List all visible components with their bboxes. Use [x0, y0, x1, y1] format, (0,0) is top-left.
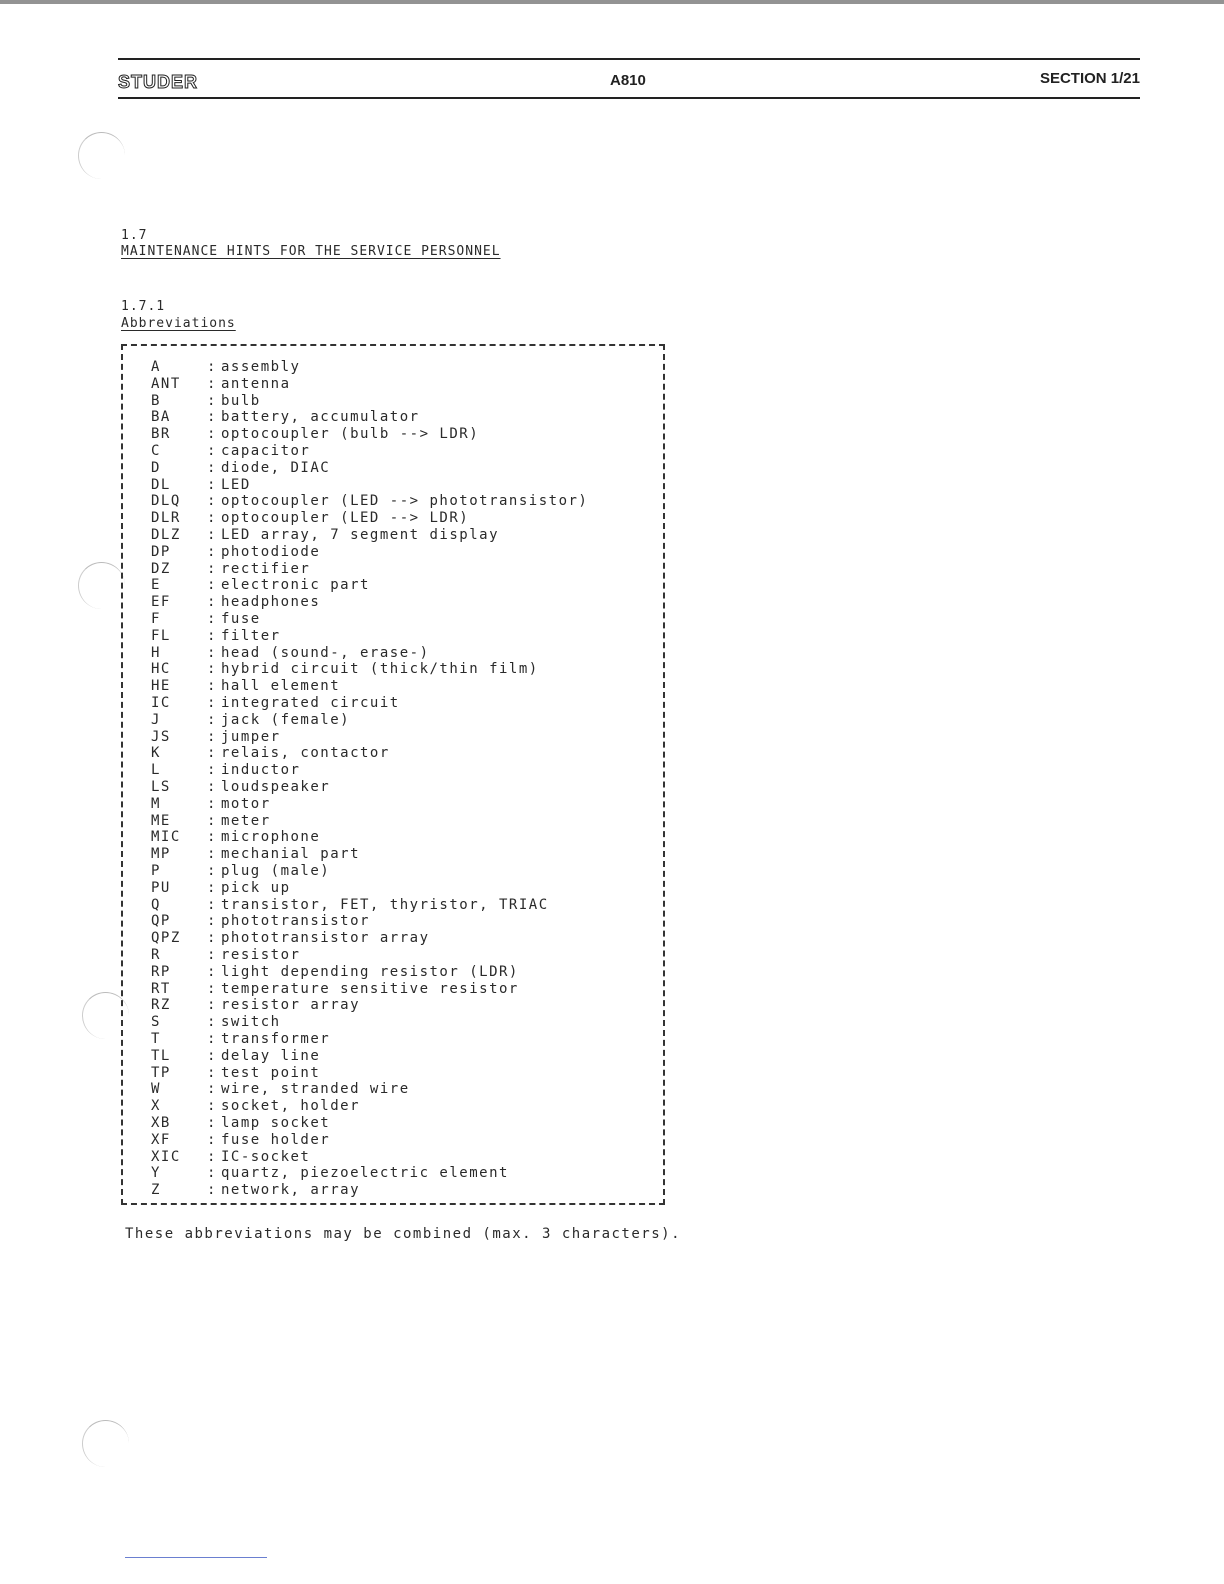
abbreviation-code: Z — [151, 1182, 161, 1199]
subsection-number: 1.7.1 — [121, 299, 166, 314]
abbreviation-separator: : — [207, 560, 217, 577]
abbreviation-description: hybrid circuit (thick/thin film) — [221, 661, 539, 678]
abbreviation-separator: : — [207, 745, 217, 762]
abbreviation-code: QPZ — [151, 930, 181, 947]
abbreviation-description: battery, accumulator — [221, 409, 420, 426]
abbreviation-separator: : — [207, 1031, 217, 1047]
abbreviation-description: optocoupler (bulb --> LDR) — [221, 426, 480, 443]
abbreviation-description: resistor — [221, 947, 301, 963]
abbreviation-code: IC — [151, 695, 171, 711]
abbreviation-separator: : — [207, 359, 217, 375]
abbreviation-separator: : — [207, 1081, 217, 1098]
abbreviation-separator: : — [207, 510, 217, 527]
abbreviation-code: TL — [151, 1047, 171, 1064]
abbreviation-description: microphone — [221, 829, 321, 846]
abbreviation-code: A — [151, 359, 161, 375]
abbreviation-code: P — [151, 863, 161, 879]
abbreviation-separator: : — [207, 997, 217, 1014]
abbreviation-separator: : — [207, 443, 217, 459]
abbreviation-code: DLZ — [151, 527, 181, 543]
abbreviation-separator: : — [207, 829, 217, 846]
abbreviation-separator: : — [207, 913, 217, 930]
abbreviation-code: RP — [151, 963, 171, 980]
abbreviation-description: temperature sensitive resistor — [221, 980, 519, 997]
header-model: A810 — [610, 72, 646, 89]
abbreviation-code: QP — [151, 913, 171, 930]
abbreviation-code: XB — [151, 1115, 171, 1131]
abbreviation-separator: : — [207, 375, 217, 392]
abbreviation-separator: : — [207, 812, 217, 829]
abbreviation-code: H — [151, 644, 161, 661]
abbreviation-separator: : — [207, 1148, 217, 1165]
abbreviation-description: socket, holder — [221, 1098, 361, 1115]
abbreviation-description: photodiode — [221, 543, 321, 560]
abbreviation-separator: : — [207, 493, 217, 510]
section-number: 1.7 — [121, 228, 148, 243]
abbreviation-description: optocoupler (LED --> phototransistor) — [221, 493, 589, 510]
abbreviation-description: pick up — [221, 879, 291, 896]
abbreviation-code: DLQ — [151, 493, 181, 510]
abbreviation-code: DP — [151, 543, 171, 560]
abbreviation-description: fuse holder — [221, 1131, 331, 1148]
abbreviation-code: S — [151, 1014, 161, 1031]
abbreviation-description: meter — [221, 812, 271, 829]
abbreviation-code: HC — [151, 661, 171, 678]
abbreviation-code: LS — [151, 779, 171, 795]
abbreviation-code: MIC — [151, 829, 181, 846]
abbreviation-code: EF — [151, 594, 171, 611]
abbreviation-description: jack (female) — [221, 711, 351, 728]
abbreviation-code: JS — [151, 728, 171, 745]
abbreviation-description: rectifier — [221, 560, 311, 577]
abbreviation-separator: : — [207, 947, 217, 963]
abbreviation-description: light depending resistor (LDR) — [221, 963, 519, 980]
abbreviation-code: D — [151, 459, 161, 476]
abbreviation-description: network, array — [221, 1182, 361, 1199]
abbreviation-description: jumper — [221, 728, 281, 745]
abbreviation-description: motor — [221, 795, 271, 812]
abbreviation-code: ME — [151, 812, 171, 829]
abbreviation-code: MP — [151, 846, 171, 863]
abbreviation-code: R — [151, 947, 161, 963]
abbreviation-separator: : — [207, 695, 217, 711]
abbreviation-description: LED — [221, 476, 251, 493]
abbreviation-separator: : — [207, 963, 217, 980]
abbreviation-description: electronic part — [221, 577, 370, 594]
abbreviation-code: Q — [151, 896, 161, 913]
abbreviation-code: F — [151, 611, 161, 627]
abbreviation-code: FL — [151, 627, 171, 644]
abbreviation-separator: : — [207, 594, 217, 611]
abbreviation-separator: : — [207, 1165, 217, 1182]
abbreviation-description: lamp socket — [221, 1115, 331, 1131]
abbreviation-description: wire, stranded wire — [221, 1081, 410, 1098]
abbreviation-code: PU — [151, 879, 171, 896]
abbreviation-description: filter — [221, 627, 281, 644]
abbreviation-description: plug (male) — [221, 863, 331, 879]
abbreviation-code: ANT — [151, 375, 181, 392]
abbreviation-separator: : — [207, 896, 217, 913]
abbreviation-code: Y — [151, 1165, 161, 1182]
abbreviation-description: transistor, FET, thyristor, TRIAC — [221, 896, 549, 913]
abbreviation-description: fuse — [221, 611, 261, 627]
footnote: These abbreviations may be combined (max. 3 characters). — [125, 1226, 682, 1242]
abbreviation-separator: : — [207, 930, 217, 947]
abbreviation-description: delay line — [221, 1047, 321, 1064]
abbreviation-code: W — [151, 1081, 161, 1098]
abbreviations-table — [121, 344, 665, 1205]
abbreviation-code: BR — [151, 426, 171, 443]
abbreviation-description: head (sound-, erase-) — [221, 644, 430, 661]
abbreviation-code: X — [151, 1098, 161, 1115]
abbreviation-description: relais, contactor — [221, 745, 390, 762]
scan-top-edge — [0, 0, 1224, 4]
abbreviation-code: J — [151, 711, 161, 728]
header-rule-bottom — [118, 97, 1140, 99]
abbreviation-separator: : — [207, 459, 217, 476]
abbreviation-description: capacitor — [221, 443, 311, 459]
abbreviation-separator: : — [207, 795, 217, 812]
abbreviation-description: quartz, piezoelectric element — [221, 1165, 509, 1182]
abbreviation-separator: : — [207, 863, 217, 879]
abbreviation-code: XIC — [151, 1148, 181, 1165]
abbreviation-separator: : — [207, 879, 217, 896]
abbreviation-description: hall element — [221, 678, 341, 695]
abbreviation-separator: : — [207, 426, 217, 443]
punch-hole-mark — [82, 1420, 129, 1467]
abbreviation-separator: : — [207, 762, 217, 779]
abbreviation-description: mechanial part — [221, 846, 361, 863]
abbreviation-code: DZ — [151, 560, 171, 577]
header-section-number: SECTION 1/21 — [1039, 70, 1140, 87]
abbreviation-separator: : — [207, 779, 217, 795]
abbreviation-code: DL — [151, 476, 171, 493]
abbreviation-code: K — [151, 745, 161, 762]
abbreviation-separator: : — [207, 1131, 217, 1148]
abbreviation-code: E — [151, 577, 161, 594]
abbreviation-description: inductor — [221, 762, 301, 779]
abbreviation-separator: : — [207, 711, 217, 728]
abbreviation-code: RT — [151, 980, 171, 997]
abbreviation-description: integrated circuit — [221, 695, 400, 711]
abbreviation-separator: : — [207, 980, 217, 997]
abbreviation-description: diode, DIAC — [221, 459, 331, 476]
abbreviation-code: TP — [151, 1064, 171, 1081]
abbreviation-separator: : — [207, 1064, 217, 1081]
abbreviation-description: antenna — [221, 375, 291, 392]
abbreviation-description: phototransistor array — [221, 930, 430, 947]
abbreviation-description: bulb — [221, 392, 261, 409]
abbreviation-code: XF — [151, 1131, 171, 1148]
abbreviation-separator: : — [207, 678, 217, 695]
abbreviation-description: headphones — [221, 594, 321, 611]
abbreviation-code: HE — [151, 678, 171, 695]
abbreviation-separator: : — [207, 543, 217, 560]
abbreviation-description: IC-socket — [221, 1148, 311, 1165]
punch-hole-mark — [78, 562, 125, 609]
abbreviation-separator: : — [207, 611, 217, 627]
abbreviation-code: M — [151, 795, 161, 812]
studer-logo: STUDER — [118, 72, 199, 92]
abbreviation-code: L — [151, 762, 161, 779]
abbreviation-separator: : — [207, 527, 217, 543]
abbreviation-separator: : — [207, 728, 217, 745]
abbreviation-description: phototransistor — [221, 913, 370, 930]
abbreviation-description: transformer — [221, 1031, 331, 1047]
abbreviation-separator: : — [207, 644, 217, 661]
abbreviation-separator: : — [207, 577, 217, 594]
abbreviation-separator: : — [207, 627, 217, 644]
abbreviation-code: B — [151, 392, 161, 409]
abbreviation-separator: : — [207, 1115, 217, 1131]
abbreviation-separator: : — [207, 661, 217, 678]
abbreviation-separator: : — [207, 476, 217, 493]
abbreviation-code: DLR — [151, 510, 181, 527]
abbreviation-code: C — [151, 443, 161, 459]
footer-link-line — [125, 1557, 267, 1558]
section-title: MAINTENANCE HINTS FOR THE SERVICE PERSONNEL — [121, 244, 501, 259]
header-rule-top — [118, 58, 1140, 60]
abbreviation-separator: : — [207, 1014, 217, 1031]
abbreviation-separator: : — [207, 1047, 217, 1064]
abbreviation-description: optocoupler (LED --> LDR) — [221, 510, 470, 527]
abbreviation-separator: : — [207, 409, 217, 426]
abbreviation-description: resistor array — [221, 997, 361, 1014]
abbreviation-separator: : — [207, 1098, 217, 1115]
abbreviation-code: T — [151, 1031, 161, 1047]
abbreviation-separator: : — [207, 846, 217, 863]
abbreviation-description: loudspeaker — [221, 779, 331, 795]
abbreviation-description: assembly — [221, 359, 301, 375]
abbreviation-code: BA — [151, 409, 171, 426]
abbreviation-description: switch — [221, 1014, 281, 1031]
punch-hole-mark — [78, 132, 125, 179]
abbreviation-description: test point — [221, 1064, 321, 1081]
abbreviation-description: LED array, 7 segment display — [221, 527, 500, 543]
abbreviation-separator: : — [207, 1182, 217, 1199]
subsection-title: Abbreviations — [121, 316, 236, 331]
abbreviation-code: RZ — [151, 997, 171, 1014]
abbreviation-separator: : — [207, 392, 217, 409]
